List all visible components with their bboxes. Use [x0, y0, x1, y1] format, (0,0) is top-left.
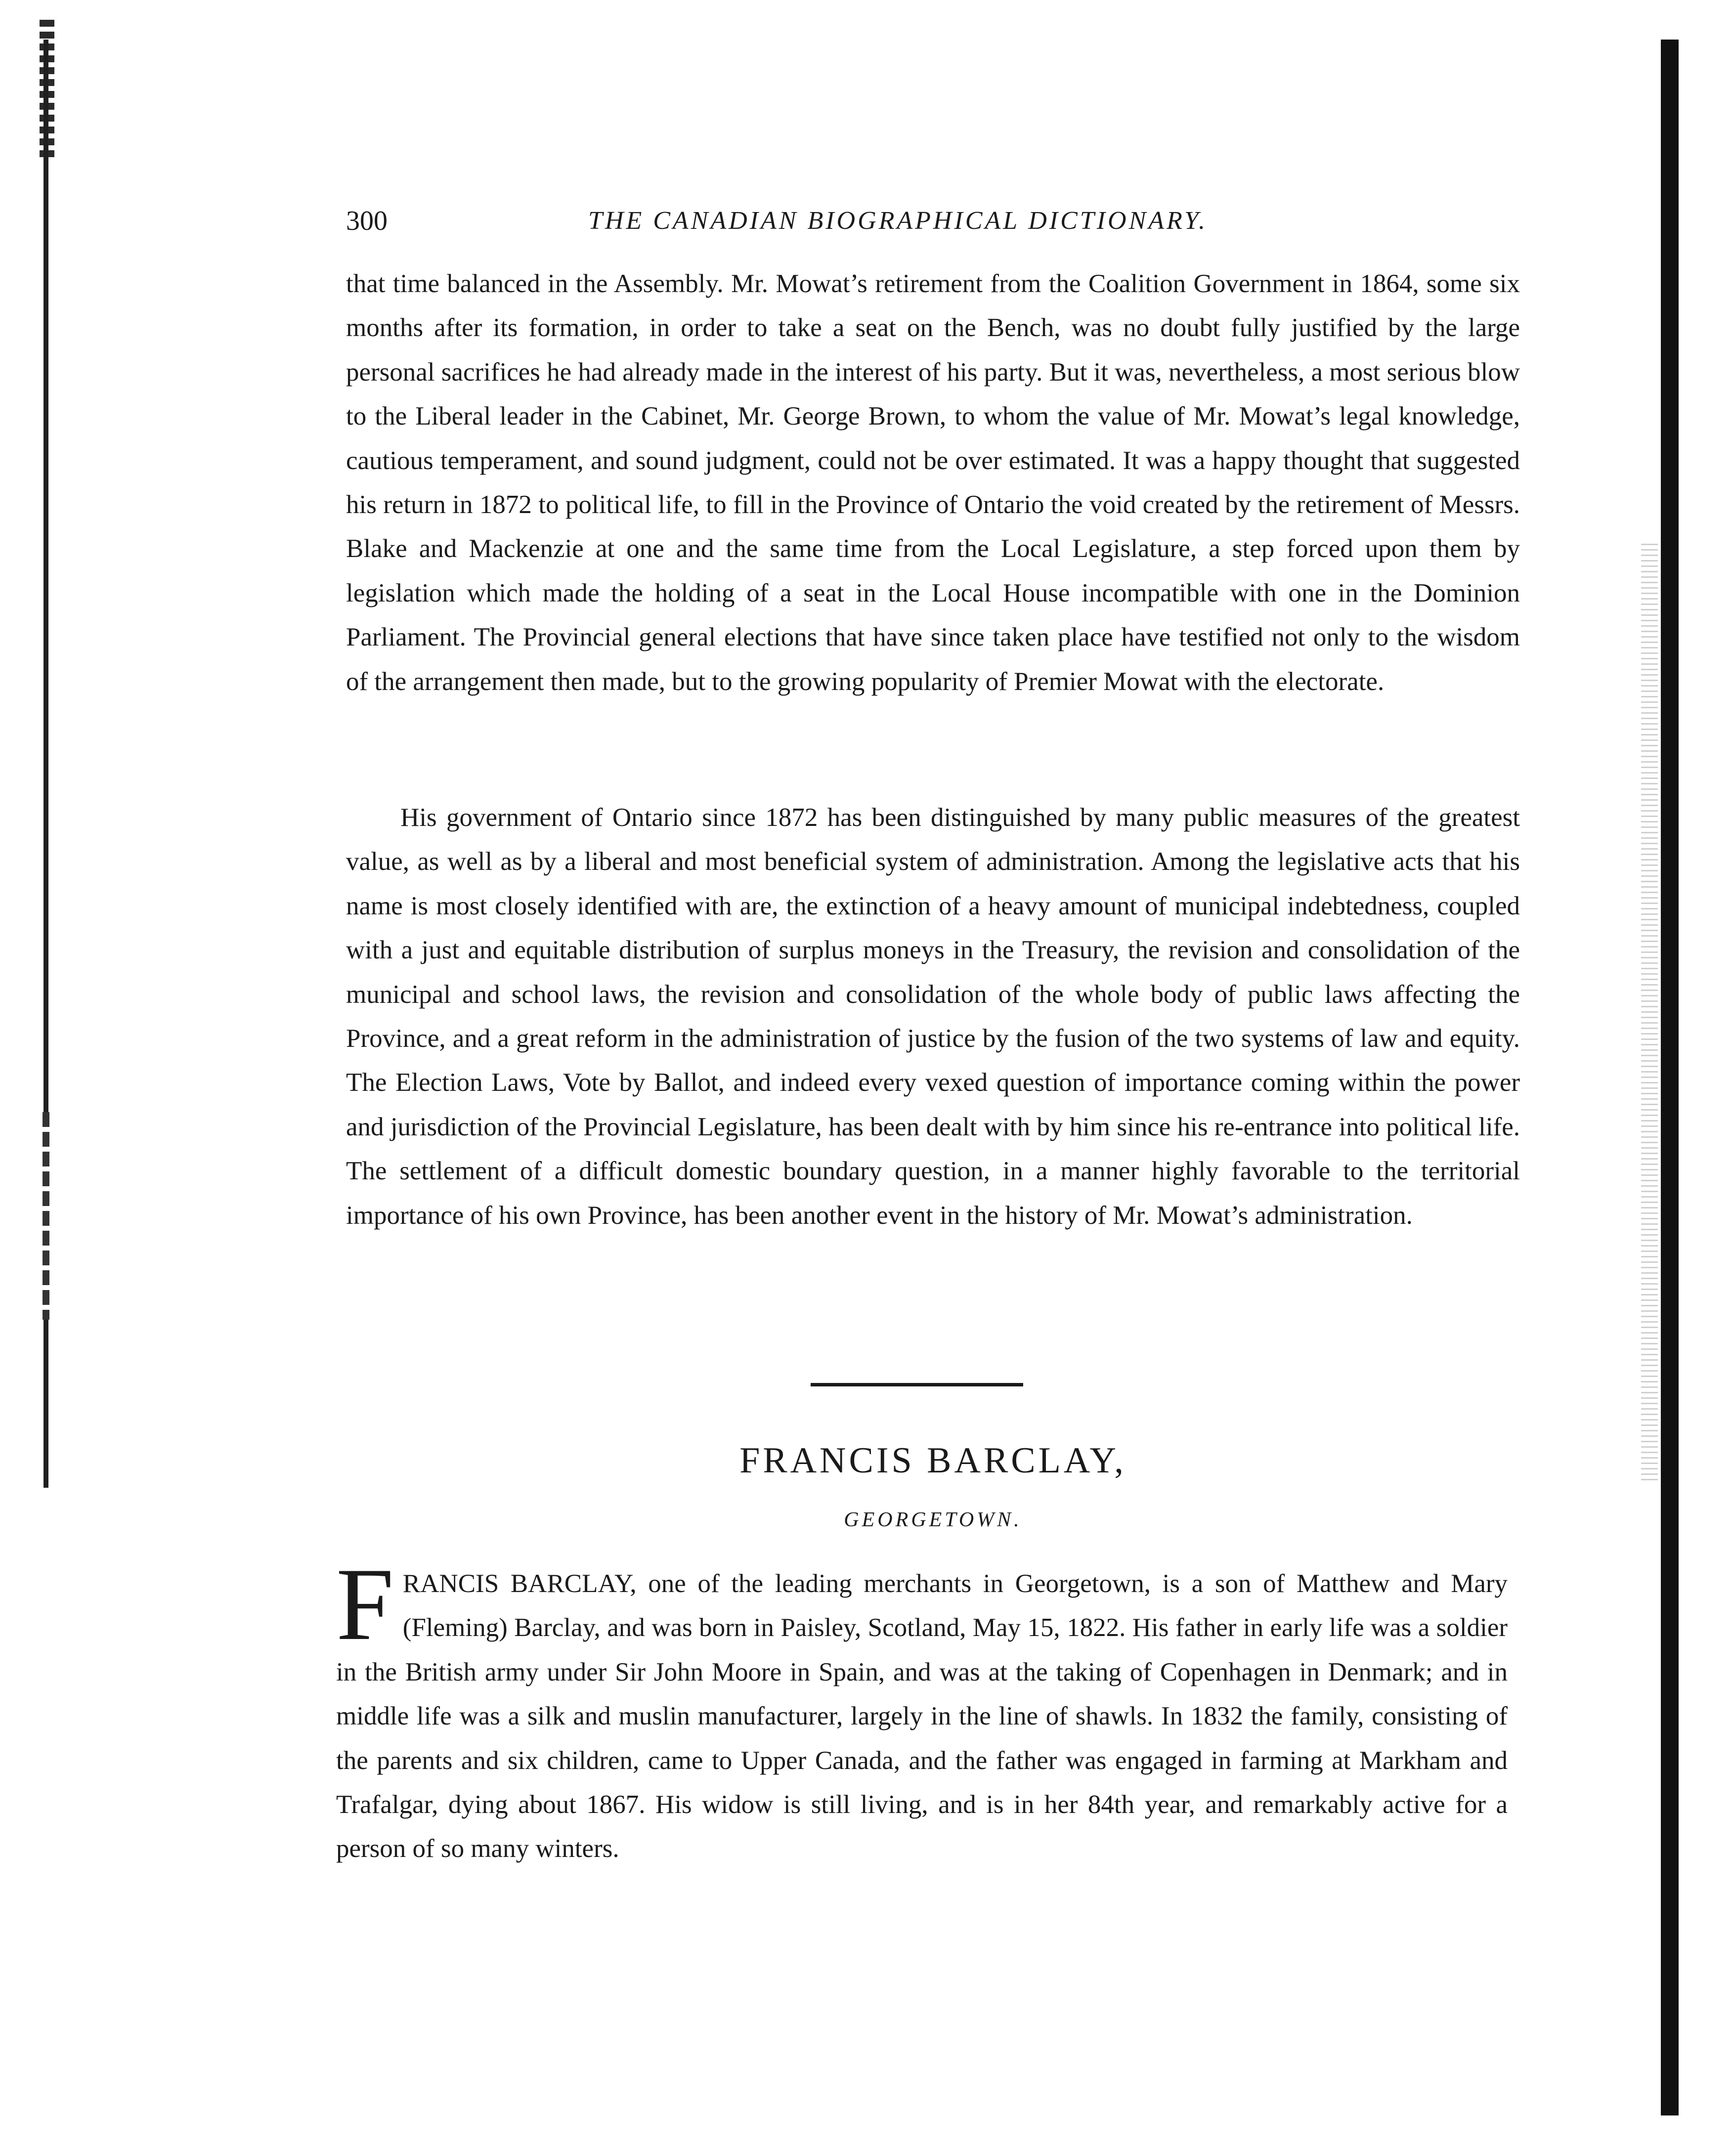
paragraph-mowat-government: His government of Ontario since 1872 has been distinguished by many public measures of the greatest value, as well as by a liberal and most beneficial system of administration. Among the legislative acts that his name is most closely identified with are, the extinction of a heavy amount of municipal indebtedness, coupled with a just and equitable distribution of surplus moneys in the Treasury, the revision and consolidation of the municipal and school laws, the revision and consolidation of the whole body of public laws affecting the Province, and a great reform in the administration of justice by the fusion of the two systems of law and equity. The Election Laws, Vote by Ballot, and indeed every vexed question of importance coming within the power and jurisdiction of the Provincial Legislature, has been dealt with by him since his re-entrance into political life. The settlement of a difficult domestic boundary question, in a manner highly favorable to the territorial importance of his own Province, has been another event in the history of Mr. Mowat’s administration.	[346, 803, 1520, 1230]
scan-border-left-lower	[43, 1112, 49, 1320]
paragraph-mowat-career: that time balanced in the Assembly. Mr. Mowat’s retirement from the Coalition Government in 1864, some six months after its formation, in order to take a seat on the Bench, was no doubt fully justified by the large personal sacrifices he had already made in the interest of his party. But it was, nevertheless, a most serious blow to the Liberal leader in the Cabinet, Mr. George Brown, to whom the value of Mr. Mowat’s legal knowledge, cautious temperament, and sound judgment, could not be over estimated. It was a happy thought that suggested his return in 1872 to political life, to fill in the Province of Ontario the void created by the retirement of Messrs. Blake and Mackenzie at one and the same time from the Local Legislature, a step forced upon them by legislation which made the holding of a seat in the Local House incompatible with one in the Dominion Parliament. The Provincial general elections that have since taken place have testified not only to the wisdom of the arrangement then made, but to the growing popularity of Premier Mowat with the electorate.	[346, 269, 1520, 696]
page-header	[346, 204, 1520, 238]
entry-biography	[336, 1547, 1508, 1871]
scan-speckle-right	[1641, 544, 1658, 1483]
entry-location: GEORGETOWN.	[844, 1509, 1022, 1531]
continued-paragraph-2	[346, 796, 1520, 1238]
biography-paragraph: RANCIS BARCLAY, one of the leading merchants in Georgetown, is a son of Matthew and Mary (Fleming) Barclay, and was born in Paisley, Scotland, May 15, 1822. His father in early life was a soldier in the British army under Sir John Moore in Spain, and was at the taking of Copenhagen in Denmark; and in middle life was a silk and muslin manufacturer, largely in the line of shawls. In 1832 the family, consisting of the parents and six children, came to Upper Canada, and the father was engaged in farming at Markham and Trafalgar, dying about 1867. His widow is still living, and is in her 84th year, and remarkably active for a person of so many winters.	[336, 1569, 1508, 1863]
drop-cap: F	[336, 1547, 394, 1662]
running-head: THE CANADIAN BIOGRAPHICAL DICTIONARY.	[588, 207, 1208, 235]
entry-name-heading: FRANCIS BARCLAY,	[739, 1440, 1126, 1481]
page-number: 300	[346, 206, 388, 236]
continued-paragraph-1	[346, 262, 1520, 704]
scan-border-right	[1661, 40, 1679, 2115]
section-divider	[811, 1383, 1023, 1386]
